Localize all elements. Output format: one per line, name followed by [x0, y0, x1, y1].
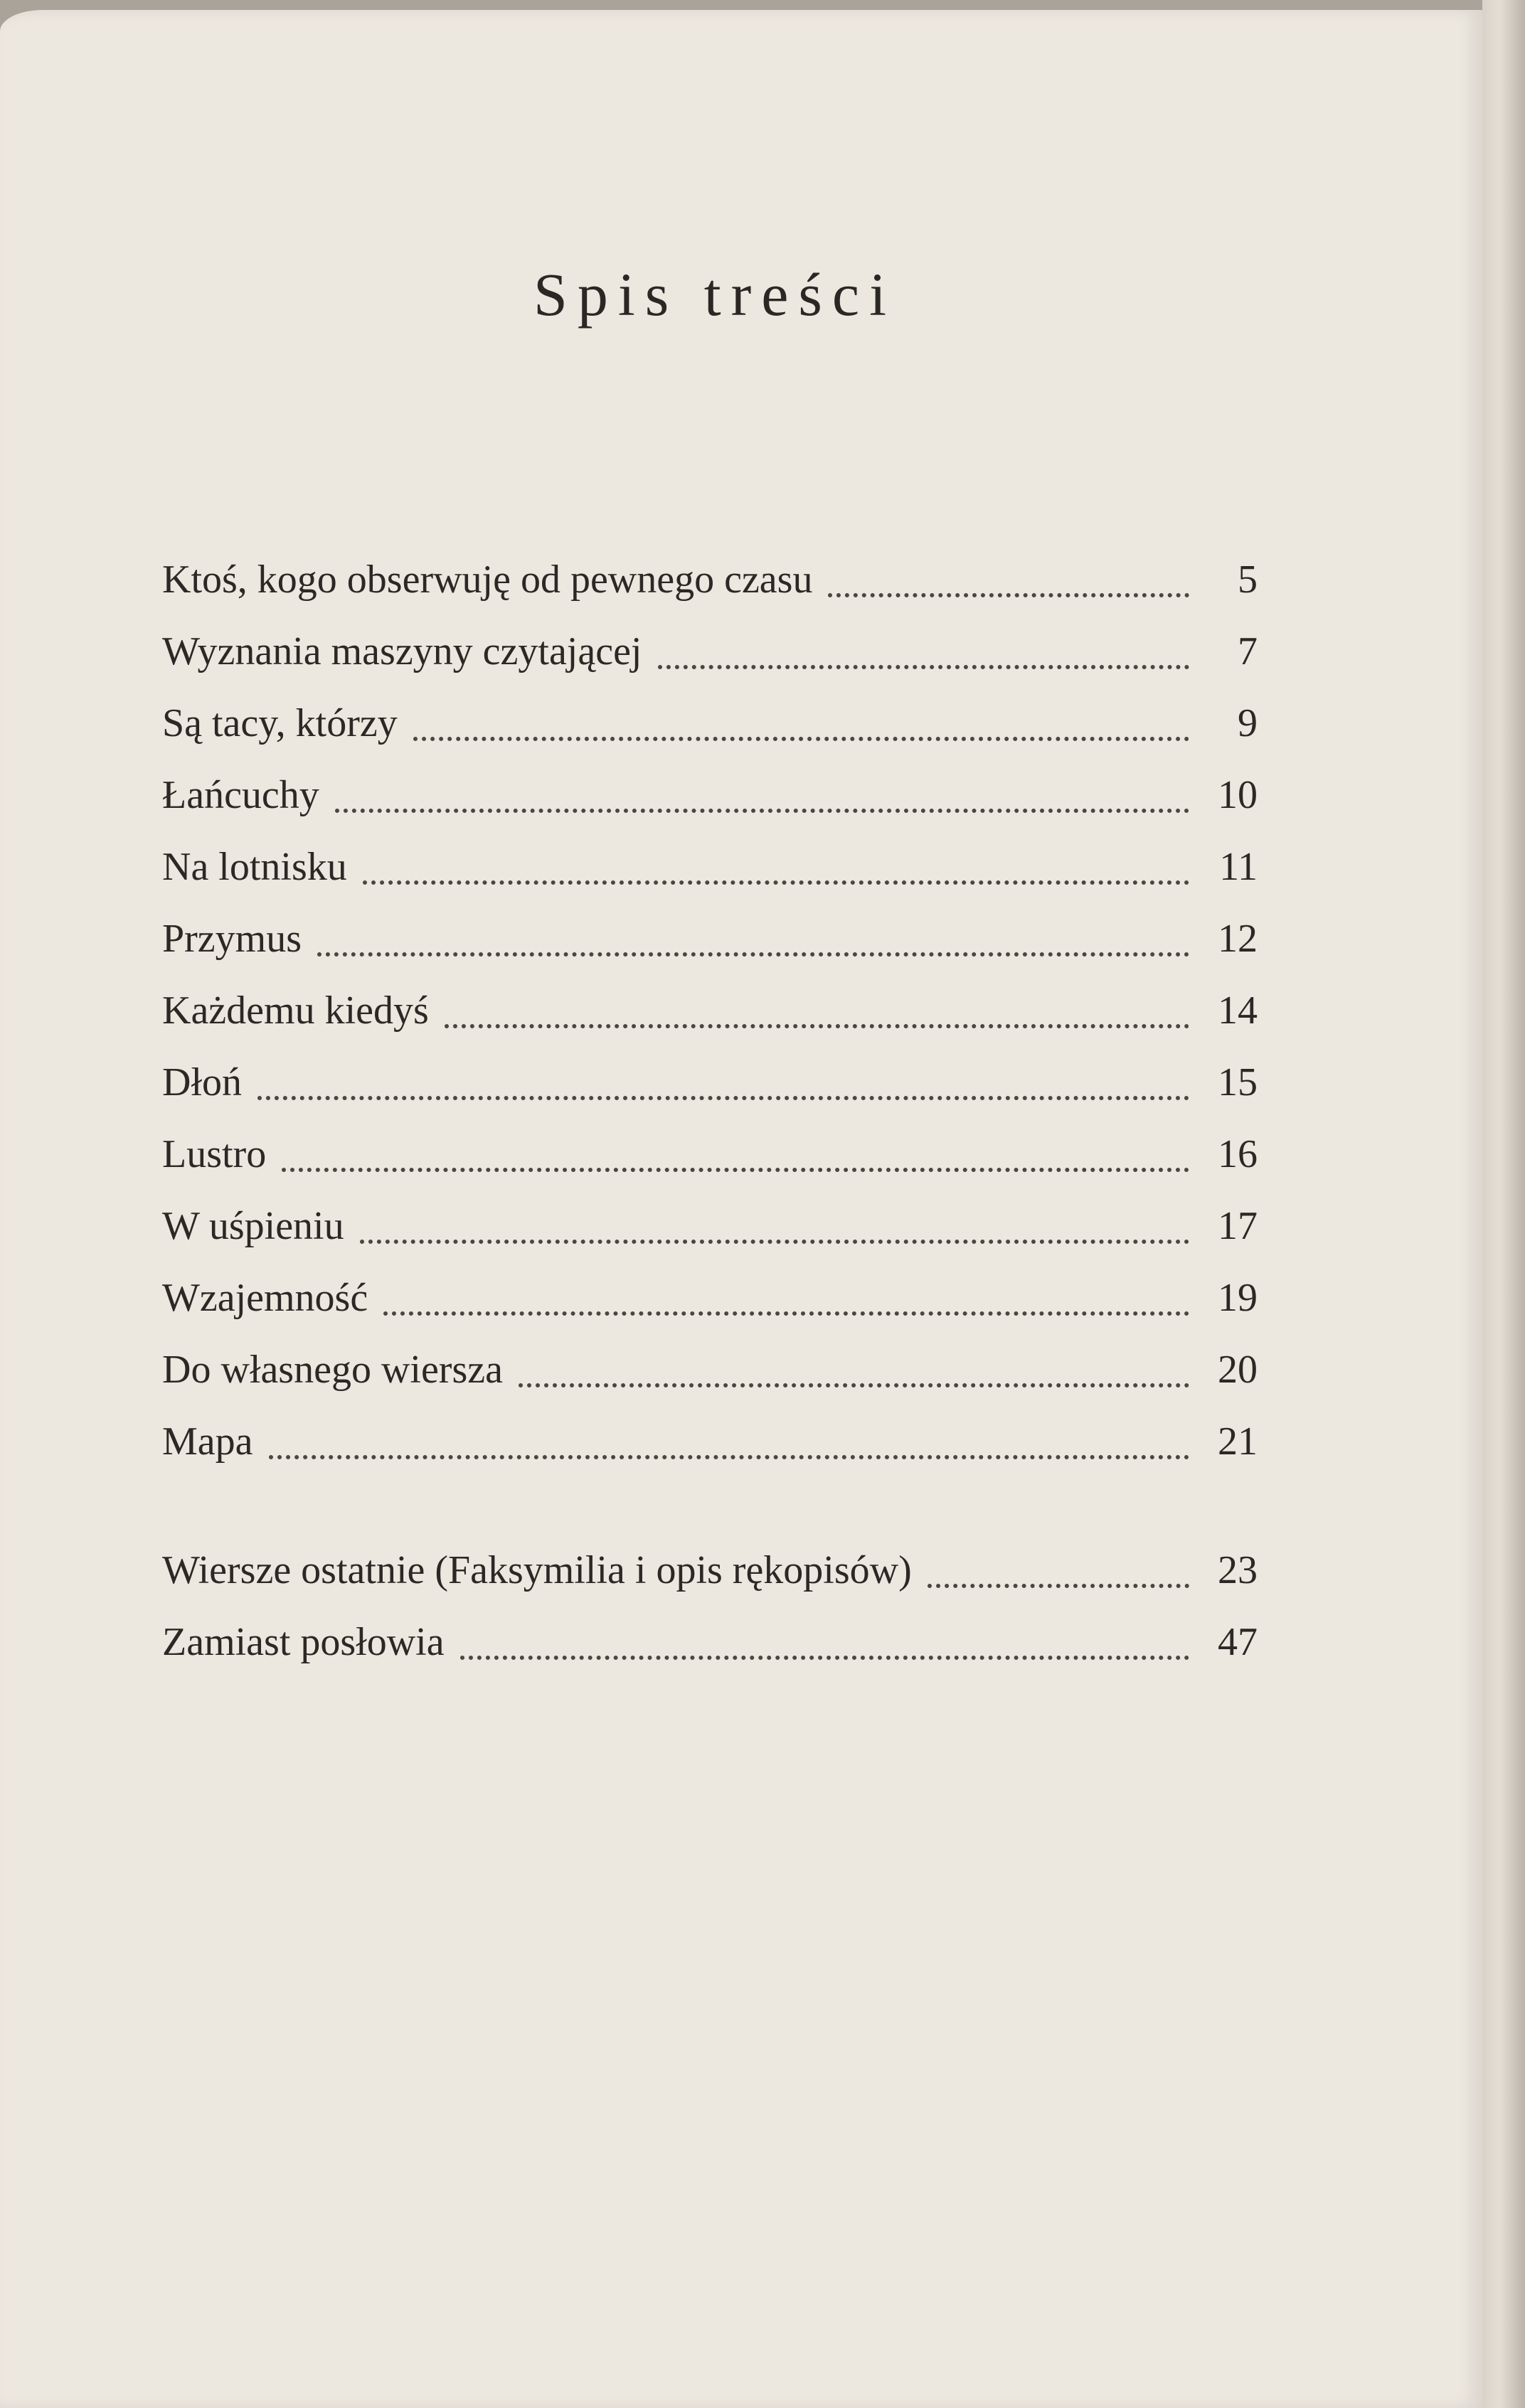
toc-entry-title: Wzajemność [162, 1276, 368, 1320]
dot-leader [828, 593, 1189, 597]
dot-leader [282, 1168, 1189, 1172]
toc-entry [162, 1059, 1258, 1131]
toc-entry-title: Lustro [162, 1132, 267, 1176]
dot-leader [335, 809, 1189, 813]
toc-page-number: 17 [1218, 1204, 1258, 1248]
dot-leader [317, 952, 1189, 957]
dot-leader [519, 1383, 1189, 1387]
toc-page-number: 19 [1218, 1276, 1258, 1320]
toc-entry [162, 556, 1258, 628]
toc-entry [162, 987, 1258, 1059]
toc-entry [162, 843, 1258, 915]
toc-page-number: 9 [1238, 701, 1258, 745]
toc-entry-title: Wiersze ostatnie (Faksymilia i opis rękopisów) [162, 1548, 912, 1592]
toc-page-number: 11 [1219, 845, 1258, 889]
toc-page-number: 21 [1218, 1419, 1258, 1464]
toc-entry [162, 1131, 1258, 1203]
toc-page-number: 23 [1218, 1548, 1258, 1592]
toc-entry-title: Ktoś, kogo obserwuję od pewnego czasu [162, 558, 813, 602]
toc-appendix-entry [162, 1547, 1258, 1619]
toc-page-number: 20 [1218, 1348, 1258, 1392]
toc-entry-title: Wyznania maszyny czytającej [162, 629, 642, 673]
dot-leader [363, 880, 1189, 885]
toc-entry [162, 772, 1258, 843]
toc-entry-title: Każdemu kiedyś [162, 989, 429, 1033]
toc-entry-title: Są tacy, którzy [162, 701, 398, 745]
toc-entry [162, 628, 1258, 700]
toc-page-number: 47 [1218, 1620, 1258, 1664]
book-page [0, 10, 1482, 2408]
dot-leader [658, 665, 1190, 669]
toc-page-number: 12 [1218, 917, 1258, 961]
table-of-contents [162, 556, 1258, 1690]
toc-entry [162, 1274, 1258, 1346]
dot-leader [269, 1455, 1189, 1459]
dot-leader [383, 1311, 1189, 1316]
toc-entry-title: Mapa [162, 1419, 253, 1464]
dot-leader [360, 1240, 1189, 1244]
toc-entry [162, 915, 1258, 987]
toc-entry [162, 700, 1258, 772]
toc-entry-title: Do własnego wiersza [162, 1348, 503, 1392]
dot-leader [928, 1584, 1189, 1588]
toc-page-number: 15 [1218, 1060, 1258, 1104]
dot-leader [460, 1656, 1189, 1660]
toc-entry [162, 1203, 1258, 1274]
dot-leader [413, 737, 1189, 741]
dot-leader [445, 1024, 1189, 1028]
page-title: Spis treści [533, 260, 896, 329]
toc-appendix-entry [162, 1619, 1258, 1690]
toc-page-number: 7 [1238, 629, 1258, 673]
toc-entry-title: Na lotnisku [162, 845, 347, 889]
book-page-edge [1482, 0, 1525, 2408]
toc-page-number: 5 [1238, 558, 1258, 602]
toc-entry [162, 1346, 1258, 1418]
dot-leader [257, 1096, 1189, 1100]
toc-entry [162, 1418, 1258, 1490]
toc-page-number: 16 [1218, 1132, 1258, 1176]
toc-entry-title: Łańcuchy [162, 773, 319, 817]
toc-entry-title: Przymus [162, 917, 302, 961]
toc-entry-title: Dłoń [162, 1060, 242, 1104]
toc-entry-title: Zamiast posłowia [162, 1620, 445, 1664]
toc-entry-title: W uśpieniu [162, 1204, 344, 1248]
toc-page-number: 14 [1218, 989, 1258, 1033]
toc-page-number: 10 [1218, 773, 1258, 817]
